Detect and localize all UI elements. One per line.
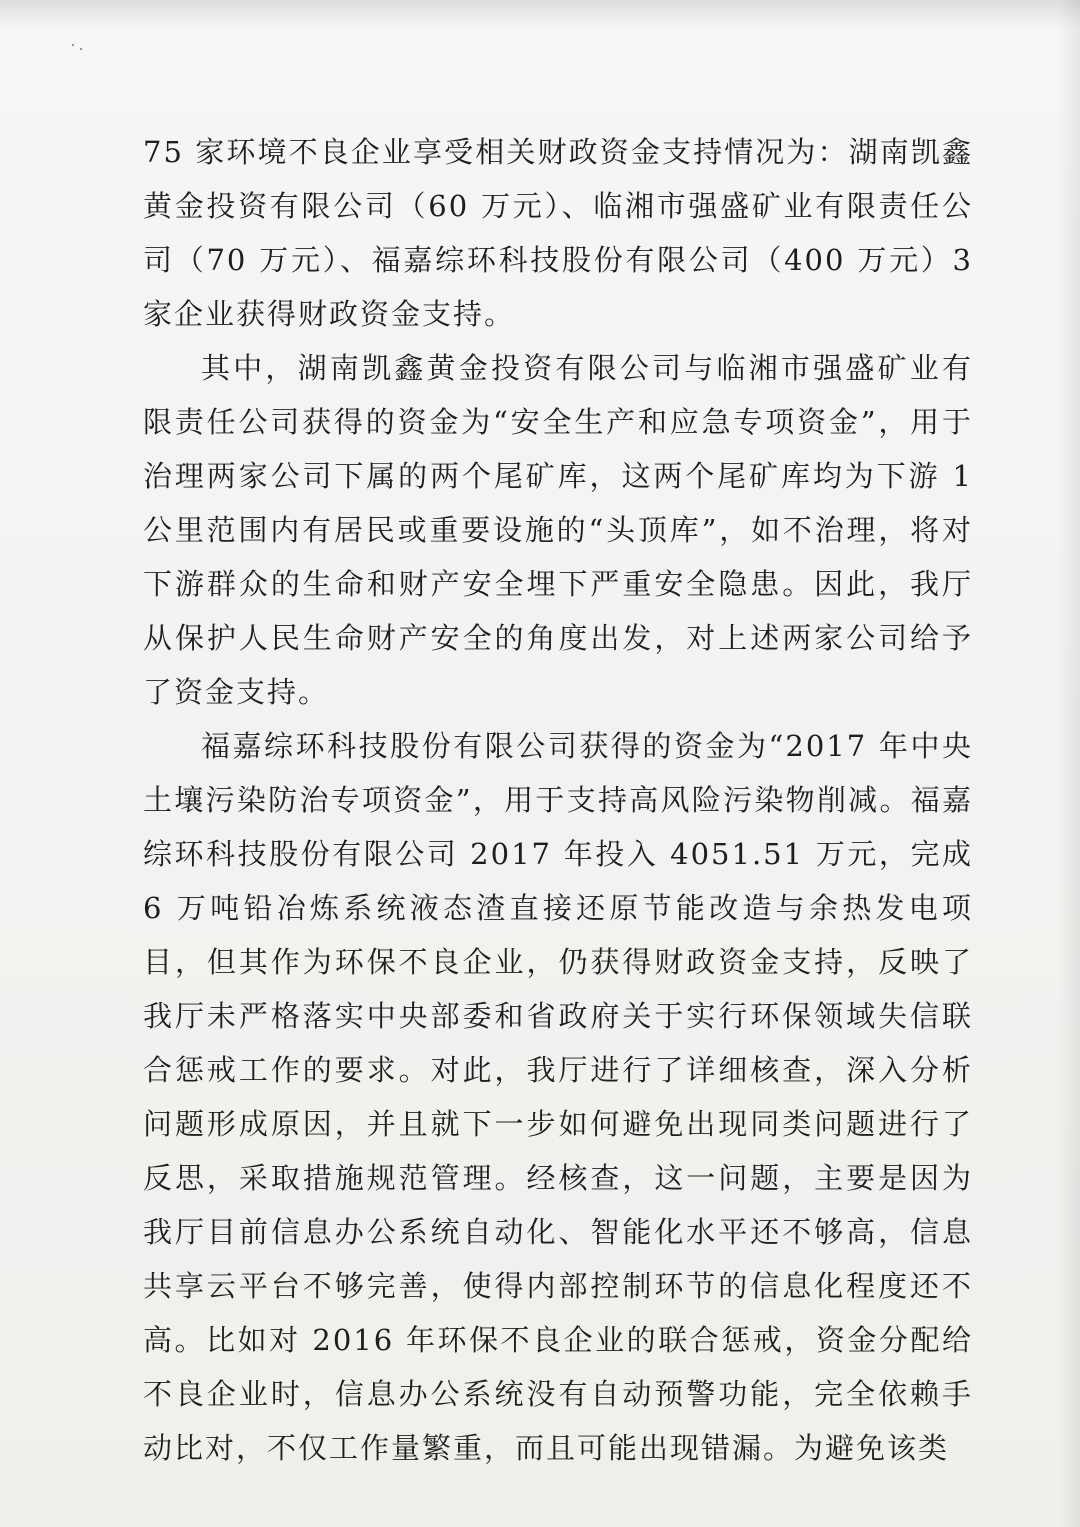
scan-speck — [72, 44, 74, 46]
scan-shadow-right — [1058, 0, 1080, 1527]
paragraph-3: 福嘉综环科技股份有限公司获得的资金为“2017 年中央土壤污染防治专项资金”，用于支持高风险污染物削减。福嘉综环科技股份有限公司 2017 年投入 4051.51 万元，完成 6 万吨铅冶炼系统液态渣直接还原节能改造与余热发电项目，但其作为环保不良企业，仍获得财政资金支持，反映了我厅未严格落实中央部委和省政府关于实行环保领域失信联合惩戒工作的要求。对此，我厅进行了详细核查，深入分析问题形成原因，并且就下一步如何避免出现同类问题进行了反思，采取措施规范管理。经核查，这一问题，主要是因为我厅目前信息办公系统自动化、智能化水平还不够高，信息共享云平台不够完善，使得内部控制环节的信息化程度还不高。比如对 2016 年环保不良企业的联合惩戒，资金分配给不良企业时，信息办公系统没有自动预警功能，完全依赖手动比对，不仅工作量繁重，而且可能出现错漏。为避免该类 — [143, 729, 973, 1465]
paragraph-1: 75 家环境不良企业享受相关财政资金支持情况为：湖南凯鑫黄金投资有限公司（60 万元）、临湘市强盛矿业有限责任公司（70 万元）、福嘉综环科技股份有限公司（400 万元）3 家企业获得财政资金支持。 — [143, 135, 973, 331]
document-body — [143, 125, 973, 1475]
scan-shadow-top — [0, 0, 1080, 28]
paragraph-2: 其中，湖南凯鑫黄金投资有限公司与临湘市强盛矿业有限责任公司获得的资金为“安全生产和应急专项资金”，用于治理两家公司下属的两个尾矿库，这两个尾矿库均为下游 1 公里范围内有居民或重要设施的“头顶库”，如不治理，将对下游群众的生命和财产安全埋下严重安全隐患。因此，我厅从保护人民生命财产安全的角度出发，对上述两家公司给予了资金支持。 — [143, 351, 973, 709]
scan-speck — [80, 48, 82, 50]
